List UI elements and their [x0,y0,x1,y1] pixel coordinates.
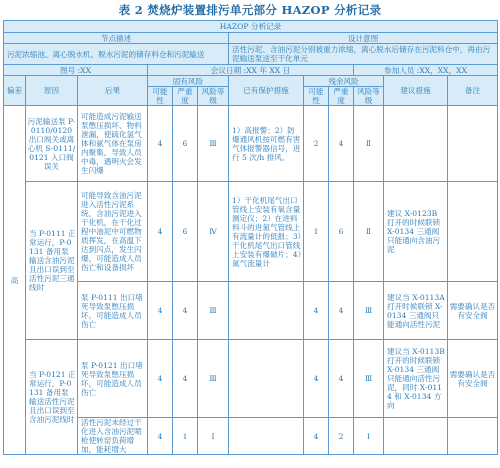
res-severity: 4 [329,340,354,418]
table-row [4,106,498,182]
safeguard-cell: 1）高报警；2）防爆通风机按可燃有害气体报警器信号，进行 5 次/h 排风。 [229,106,304,182]
col-safeguard: 已有保护措施 [229,76,304,106]
res-severity: 4 [329,106,354,182]
safeguard-cell [229,282,304,340]
remark-cell [448,182,498,282]
res-likelihood: 1 [304,182,329,282]
recommendation-cell: 建议 X-0123B 打开的时候联锁 X-0134 三通阀只能通向含油污泥 [384,182,448,282]
remark-cell: 需要确认是否有安全阀 [448,282,498,340]
table-row [4,182,498,282]
inh-risk-level: Ⅳ [198,182,229,282]
res-risk-level: Ⅱ [354,106,384,182]
res-likelihood: 4 [304,282,329,340]
inh-likelihood: 4 [148,182,173,282]
col-deviation: 偏差 [4,76,26,106]
table-row [4,282,498,340]
col-res-severity: 严重度 [329,87,354,106]
safeguard-cell: 1）干化机尾气出口管线上安装有氧含量测定仪；2）在进料料斗的进氮气管线上有流量计的低报；3）干化机尾气出口管线上安装有爆破片；4）氮气流量计 [229,182,304,282]
res-severity: 4 [329,282,354,340]
res-likelihood: 2 [304,106,329,182]
inh-likelihood: 4 [148,418,173,455]
consequence-cell: 泵 P-0121 出口堵死导致泵憋压损坏，可能造成人员伤亡 [78,340,148,418]
consequence-cell: 可能导致含油污泥进入活性污泥系统，含油污泥进入干化机，在干化过程中油泥中可燃物质挥发，在高温下达到闪点，发生闪爆，可能造成人员伤亡和设备损坏 [78,182,148,282]
inh-severity: 1 [173,418,198,455]
col-consequence: 后果 [78,76,148,106]
inh-likelihood: 4 [148,340,173,418]
cause-cell: 当 P-0121 正常运行，P-0131 备用泵输送活性污泥且出口误到至含油污泥线时 [26,340,78,455]
res-severity: 2 [329,418,354,455]
consequence-cell: 活性污泥未经过干化进入含油污泥喷枪使转窑负荷增加，能耗增大 [78,418,148,455]
table-title: HAZOP 分析记录 [4,21,498,33]
consequence-cell: 可能造成污泥输送泵憋压损坏、物料泄漏，使硫化氢气体和氨气体在泵房内聚集，导致人员中毒，遇明火会发生闪爆 [78,106,148,182]
drawing-no: 图号 :XX [4,65,148,76]
inh-risk-level: Ⅲ [198,340,229,418]
col-res-risk-level: 风险等级 [354,87,384,106]
res-likelihood: 4 [304,340,329,418]
remark-cell [448,418,498,455]
inh-severity: 4 [173,340,198,418]
recommendation-cell: 建议当 X-0113A 打开时候联锁 X-0134 三通阀只能通向活性污泥 [384,282,448,340]
recommendation-cell [384,418,448,455]
inh-risk-level: Ⅲ [198,106,229,182]
cause-cell: 当 P-0111 正常运行，P-0131 备用泵输送含油污泥且出口误到至活性污泥三通线时 [26,182,78,340]
res-severity: 6 [329,182,354,282]
col-residual-risk: 残余风险 [304,76,384,87]
design-intent: 活性污泥、含油污泥分别被重力浓缩，离心脱水后储存在污泥料仓中，再由污泥输送泵送至干化单元 [229,44,498,65]
remark-cell: 需要确认是否有安全阀 [448,340,498,418]
design-intent-label: 设计意图 [229,33,498,44]
col-inh-severity: 严重度 [173,87,198,106]
col-inherent-risk: 固有风险 [148,76,229,87]
table-caption: 表 2 焚烧炉装置排污单元部分 HAZOP 分析记录 [118,3,382,17]
cause-cell: 污泥输送泵 P-0110/0120 出口阀关或离心机 S-0111/0121 入口阀误关 [26,106,78,182]
safeguard-cell [229,418,304,455]
table-row [4,340,498,418]
inh-risk-level: Ⅲ [198,282,229,340]
inh-risk-level: Ⅰ [198,418,229,455]
res-likelihood: 4 [304,418,329,455]
col-inh-risk-level: 风险等级 [198,87,229,106]
col-cause: 原因 [26,76,78,106]
col-res-likelihood: 可能性 [304,87,329,106]
recommendation-cell: 建议当 X-0113B 打开的时候联锁 X-0134 三通阀只能通向活性污泥，同时 X-0114 和 X-0134 方向 [384,340,448,418]
inh-severity: 6 [173,182,198,282]
participants: 参加人员 :XX，XX，XX [354,65,498,76]
recommendation-cell [384,106,448,182]
hazop-table [3,20,498,455]
meeting-date: 会议日期 :XX 年 XX 日 [148,65,354,76]
col-recommendation: 建议措施 [384,76,448,106]
res-risk-level: Ⅰ [354,418,384,455]
inh-severity: 6 [173,106,198,182]
node-desc-label: 节点描述 [4,33,229,44]
res-risk-level: Ⅲ [354,282,384,340]
remark-cell [448,106,498,182]
col-remark: 备注 [448,76,498,106]
table-row [4,418,498,455]
res-risk-level: Ⅱ [354,182,384,282]
inh-likelihood: 4 [148,106,173,182]
consequence-cell: 泵 P-0111 出口堵死导致泵憋压损坏，可能造成人员伤亡 [78,282,148,340]
col-inh-likelihood: 可能性 [148,87,173,106]
res-risk-level: Ⅲ [354,340,384,418]
inh-likelihood: 4 [148,282,173,340]
safeguard-cell [229,340,304,418]
deviation-cell: 高 [4,106,26,455]
node-desc: 污泥浓缩池、离心脱水机、脱水污泥的储存料仓和污泥输送 [4,44,229,65]
inh-severity: 4 [173,282,198,340]
